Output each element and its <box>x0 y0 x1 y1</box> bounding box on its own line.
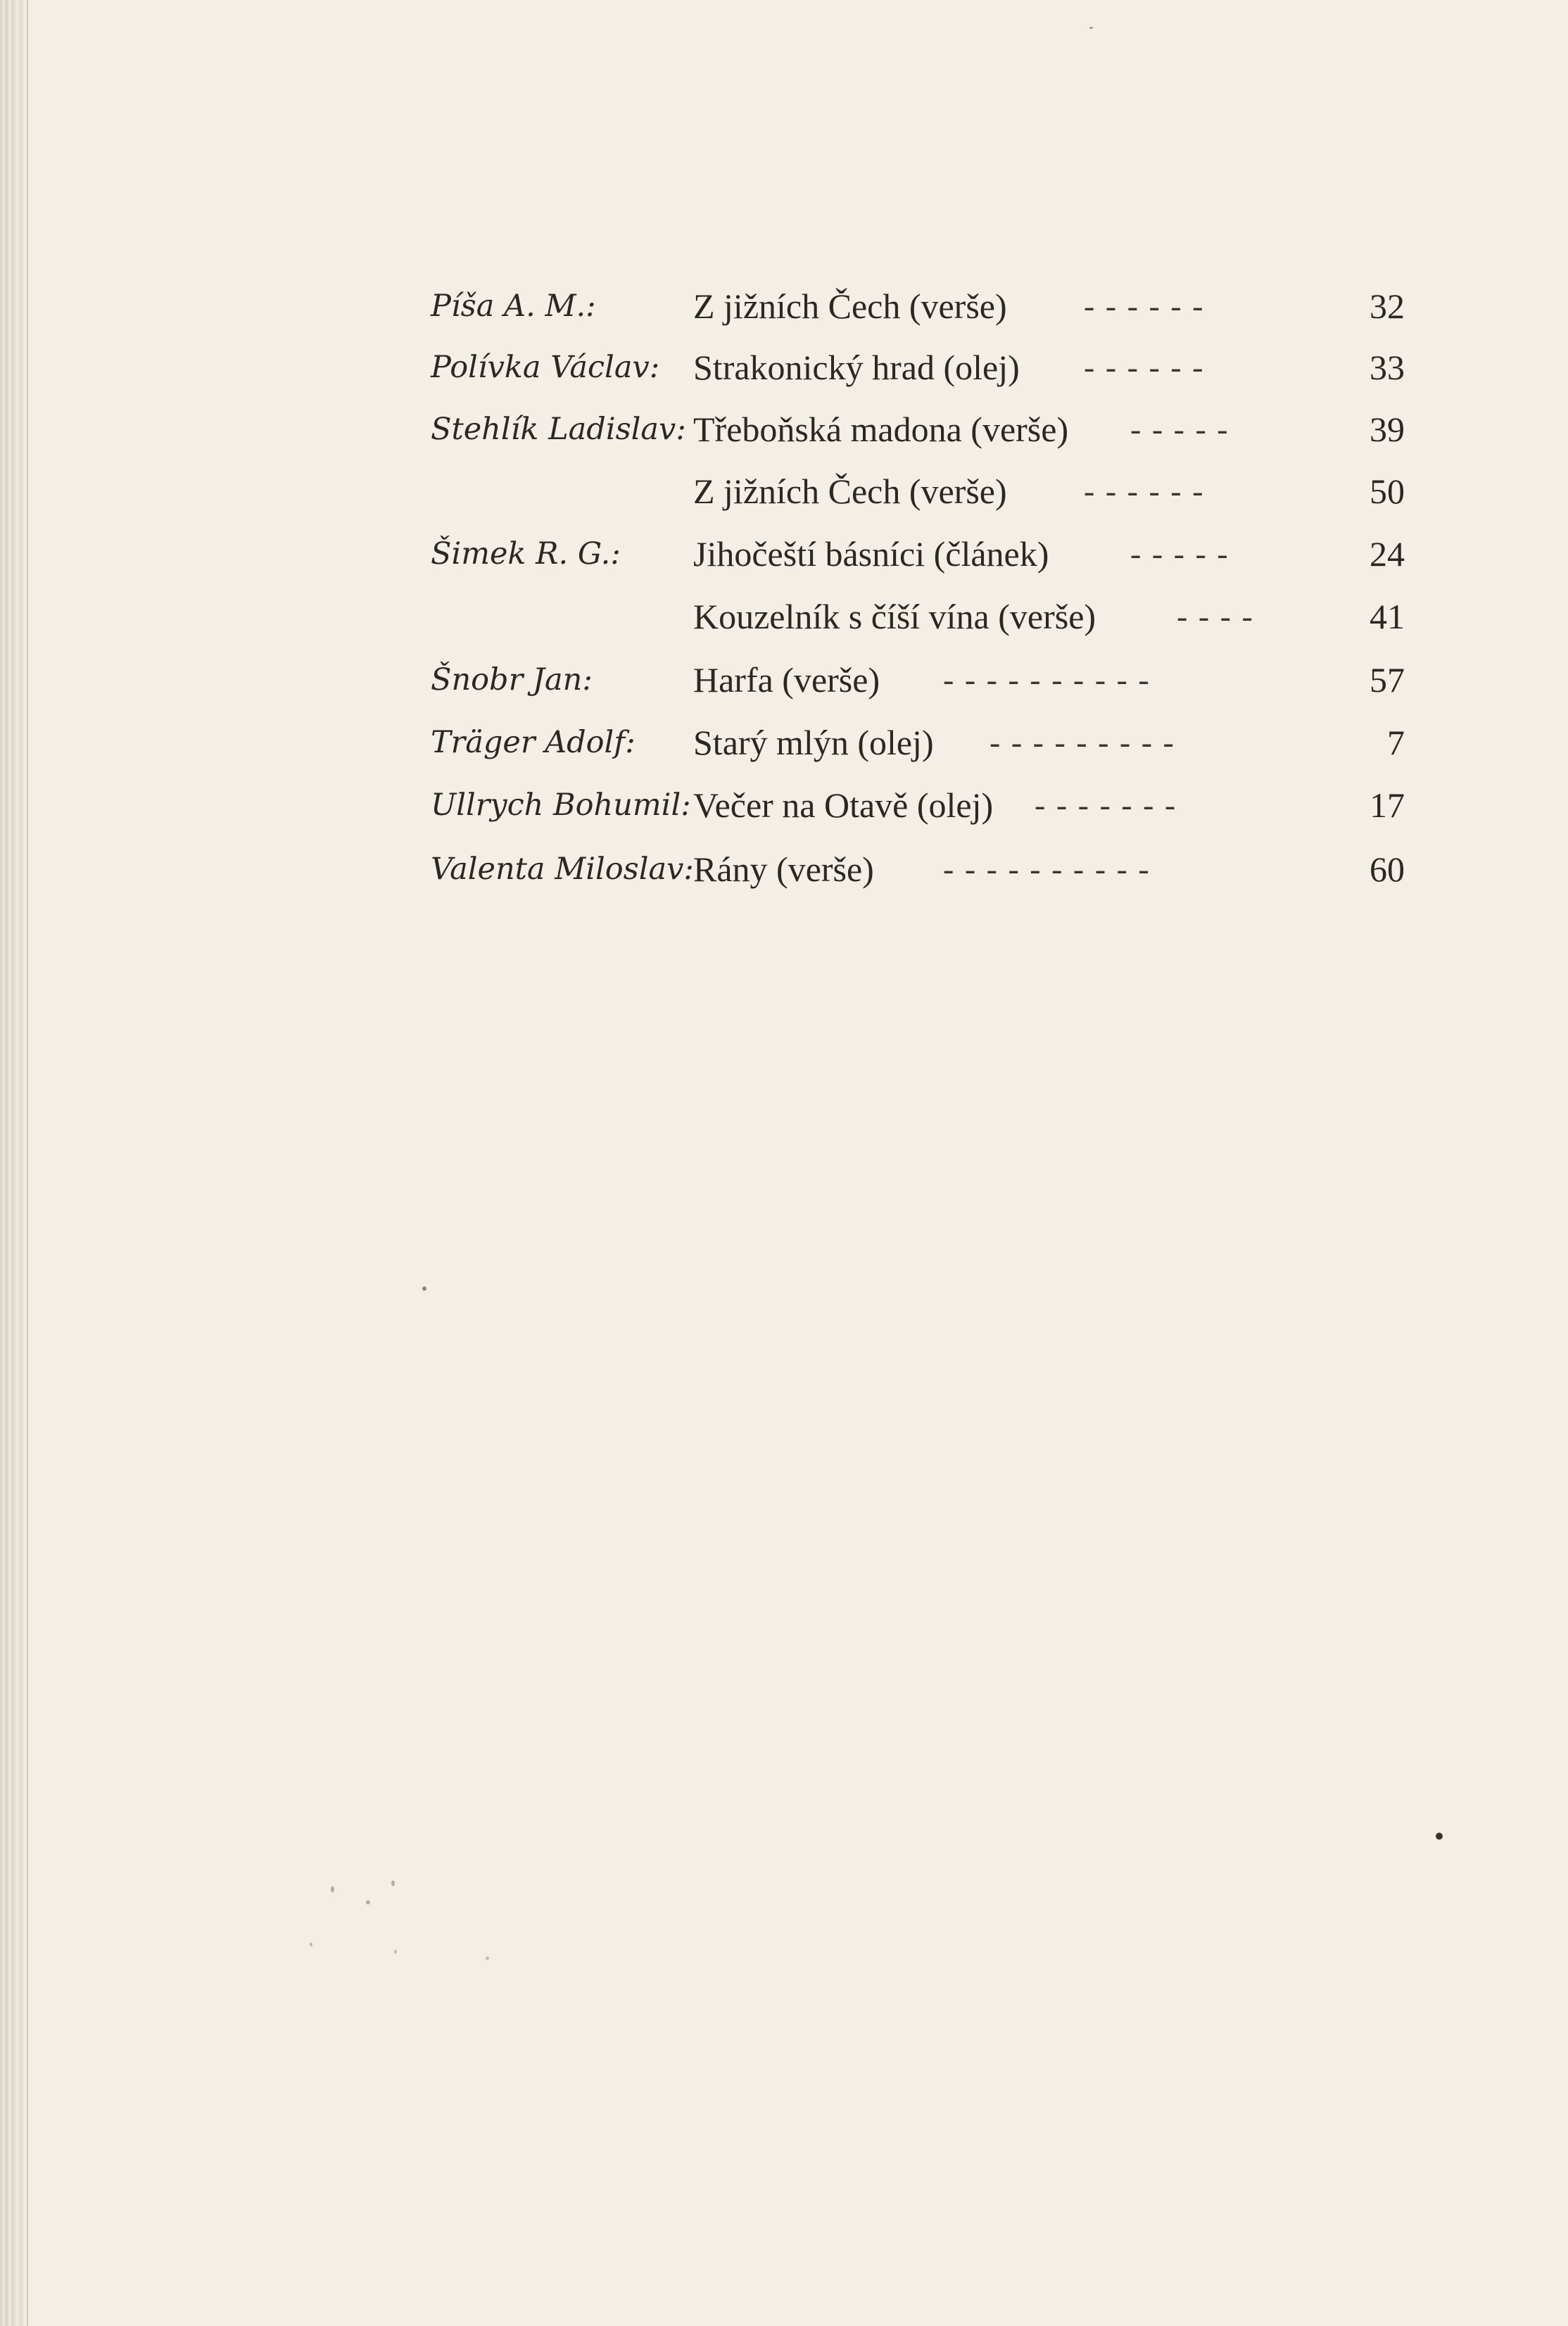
paper-speck <box>331 1886 334 1892</box>
toc-title: Večer na Otavě (olej) <box>693 785 994 825</box>
toc-title: Strakonický hrad (olej) <box>693 348 1020 387</box>
toc-row <box>0 649 1568 711</box>
toc-title: Z jižních Čech (verše) <box>693 472 1007 511</box>
toc-page-number: 7 <box>1387 723 1405 762</box>
toc-title: Starý mlýn (olej) <box>693 723 934 762</box>
toc-author: Valenta Miloslav: <box>431 852 694 887</box>
toc-author: Šnobr Jan: <box>431 662 593 697</box>
toc-leader: - - - - - - - - - <box>990 724 1175 760</box>
paper-speck <box>1436 1833 1443 1840</box>
table-of-contents <box>0 0 1568 915</box>
toc-title: Z jižních Čech (verše) <box>693 286 1007 326</box>
toc-row <box>0 460 1568 522</box>
toc-row <box>0 336 1568 398</box>
toc-page-number: 24 <box>1370 534 1405 574</box>
toc-row <box>0 523 1568 585</box>
paper-speck <box>394 1949 397 1954</box>
toc-page-number: 32 <box>1370 286 1405 326</box>
paper-speck <box>486 1957 489 1960</box>
toc-leader: - - - - - <box>1130 536 1229 571</box>
toc-author: Píša A. M.: <box>431 289 596 324</box>
toc-author: Ullrych Bohumil: <box>431 788 691 823</box>
toc-leader: - - - - - <box>1130 411 1229 447</box>
toc-page-number: 50 <box>1370 472 1405 511</box>
toc-page-number: 41 <box>1370 597 1405 636</box>
toc-leader: - - - - - - - - - - <box>943 662 1151 697</box>
toc-row <box>0 712 1568 773</box>
toc-title: Třeboňská madona (verše) <box>693 410 1069 449</box>
paper-speck <box>1089 27 1093 29</box>
toc-page-number: 17 <box>1370 785 1405 825</box>
paper-speck <box>391 1881 395 1886</box>
toc-row <box>0 275 1568 337</box>
toc-page-number: 33 <box>1370 348 1405 387</box>
toc-title: Jihočeští básníci (článek) <box>693 534 1049 574</box>
toc-title: Rány (verše) <box>693 849 874 889</box>
toc-leader: - - - - - - <box>1084 288 1205 324</box>
toc-row <box>0 586 1568 647</box>
toc-title: Kouzelník s číší vína (verše) <box>693 597 1096 636</box>
toc-author: Träger Adolf: <box>431 725 636 760</box>
toc-leader: - - - - <box>1177 598 1254 634</box>
toc-leader: - - - - - - - <box>1035 787 1177 823</box>
toc-row <box>0 398 1568 460</box>
toc-title: Harfa (verše) <box>693 660 880 700</box>
toc-page-number: 39 <box>1370 410 1405 449</box>
toc-leader: - - - - - - <box>1084 473 1205 509</box>
toc-page-number: 60 <box>1370 849 1405 889</box>
paper-speck <box>366 1900 370 1904</box>
paper-speck <box>422 1287 426 1291</box>
paper-speck <box>310 1942 312 1947</box>
toc-page-number: 57 <box>1370 660 1405 700</box>
toc-leader: - - - - - - - - - - <box>943 851 1151 887</box>
toc-author: Šimek R. G.: <box>431 536 621 571</box>
toc-author: Stehlík Ladislav: <box>431 412 686 447</box>
toc-author: Polívka Václav: <box>431 350 660 385</box>
toc-row <box>0 838 1568 900</box>
toc-leader: - - - - - - <box>1084 349 1205 385</box>
toc-row <box>0 774 1568 836</box>
